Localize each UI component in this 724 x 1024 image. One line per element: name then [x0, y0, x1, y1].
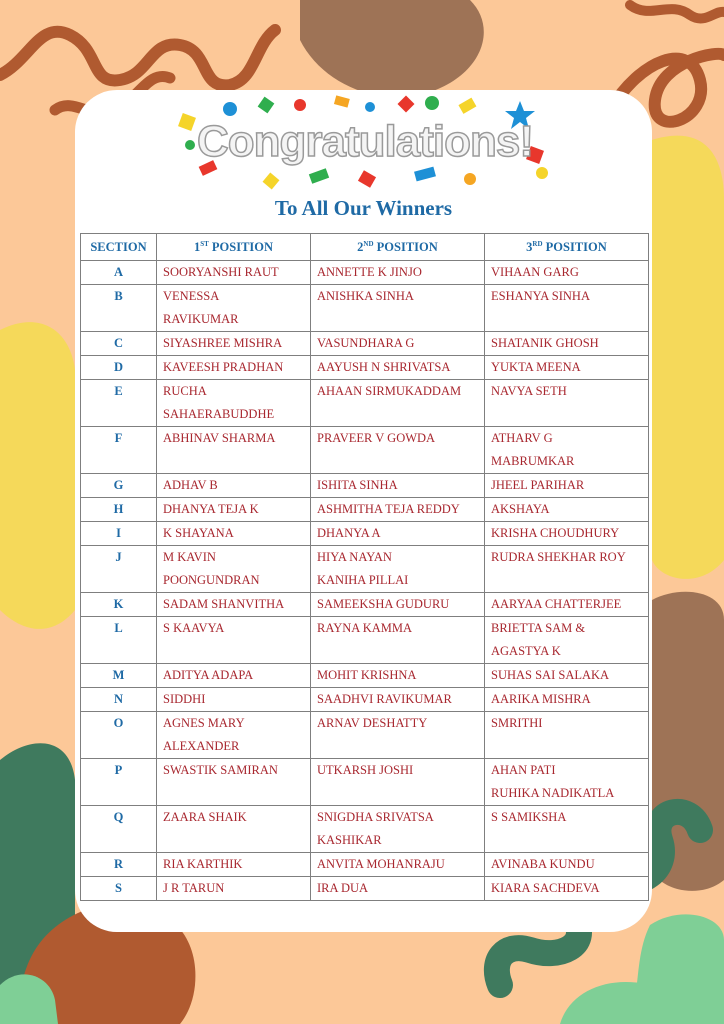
winner-name: ANNETTE K JINJO	[317, 265, 422, 279]
page-subtitle: To All Our Winners	[274, 196, 453, 220]
section-cell: E	[81, 380, 157, 427]
table-row	[81, 688, 649, 712]
section-cell: R	[81, 853, 157, 877]
winner-name: SAADHVI RAVIKUMAR	[317, 692, 452, 706]
table-row	[81, 522, 649, 546]
winner-name: POONGUNDRAN	[163, 573, 260, 587]
winner-name: SMRITHI	[491, 716, 543, 730]
winner-name: SNIGDHA SRIVATSA	[317, 810, 434, 824]
section-cell: B	[81, 285, 157, 332]
winner-name: KRISHA CHOUDHURY	[491, 526, 620, 540]
winner-name: SHATANIK GHOSH	[491, 336, 599, 350]
winner-name: KASHIKAR	[317, 833, 382, 847]
first-position-cell	[157, 546, 311, 593]
table-row	[81, 356, 649, 380]
winner-name: BRIETTA SAM &	[491, 621, 586, 635]
winners-table	[80, 233, 649, 901]
second-position-cell	[311, 664, 485, 688]
first-position-cell	[157, 380, 311, 427]
table-row	[81, 474, 649, 498]
first-position-cell	[157, 261, 311, 285]
winner-name: AHAN PATI	[491, 763, 556, 777]
table-row	[81, 285, 649, 332]
winner-name: MOHIT KRISHNA	[317, 668, 417, 682]
mint-blob-right	[630, 914, 724, 1024]
table-row	[81, 877, 649, 901]
second-position-cell	[311, 498, 485, 522]
winner-name: IRA DUA	[317, 881, 369, 895]
second-position-cell	[311, 546, 485, 593]
third-position-cell	[485, 522, 649, 546]
second-position-cell	[311, 332, 485, 356]
second-position-cell	[311, 712, 485, 759]
header-second-position: 2ND POSITION	[311, 234, 485, 261]
winner-name: ADHAV B	[163, 478, 218, 492]
section-cell: J	[81, 546, 157, 593]
table-row	[81, 759, 649, 806]
third-position-cell	[485, 593, 649, 617]
third-position-cell	[485, 712, 649, 759]
section-cell: L	[81, 617, 157, 664]
winner-name: ANVITA MOHANRAJU	[317, 857, 445, 871]
third-position-cell	[485, 474, 649, 498]
first-position-cell	[157, 522, 311, 546]
winner-name: RIA KARTHIK	[163, 857, 243, 871]
section-cell: K	[81, 593, 157, 617]
section-cell: A	[81, 261, 157, 285]
first-position-cell	[157, 474, 311, 498]
second-position-cell	[311, 380, 485, 427]
table-row	[81, 261, 649, 285]
winner-name: RAVIKUMAR	[163, 312, 239, 326]
second-position-cell	[311, 759, 485, 806]
section-cell: C	[81, 332, 157, 356]
second-position-cell	[311, 806, 485, 853]
winner-name: ABHINAV SHARMA	[163, 431, 276, 445]
table-row	[81, 853, 649, 877]
section-cell: O	[81, 712, 157, 759]
squiggle-top-left	[0, 30, 275, 85]
winner-name: SIYASHREE MISHRA	[163, 336, 283, 350]
winner-name: M KAVIN	[163, 550, 216, 564]
table-header-row	[81, 234, 649, 261]
first-position-cell	[157, 759, 311, 806]
congratulations-banner	[170, 93, 560, 193]
second-position-cell	[311, 688, 485, 712]
winner-name: RUHIKA NADIKATLA	[491, 786, 615, 800]
first-position-cell	[157, 427, 311, 474]
section-cell: H	[81, 498, 157, 522]
winner-name: AAYUSH N SHRIVATSA	[317, 360, 451, 374]
first-position-cell	[157, 498, 311, 522]
second-position-cell	[311, 853, 485, 877]
winner-name: ARNAV DESHATTY	[317, 716, 428, 730]
winner-name: DHANYA A	[317, 526, 381, 540]
winner-name: AGNES MARY	[163, 716, 245, 730]
third-position-cell	[485, 285, 649, 332]
winner-name: AHAAN SIRMUKADDAM	[317, 384, 462, 398]
winner-name: VASUNDHARA G	[317, 336, 415, 350]
winners-card	[75, 90, 652, 932]
third-position-cell	[485, 688, 649, 712]
first-position-cell	[157, 688, 311, 712]
winner-name: RUCHA	[163, 384, 207, 398]
winner-name: SAHAERABUDDHE	[163, 407, 275, 421]
winner-name: K SHAYANA	[163, 526, 234, 540]
winner-name: RUDRA SHEKHAR ROY	[491, 550, 626, 564]
first-position-cell	[157, 356, 311, 380]
section-cell: S	[81, 877, 157, 901]
first-position-cell	[157, 332, 311, 356]
second-position-cell	[311, 617, 485, 664]
section-cell: M	[81, 664, 157, 688]
winner-name: ZAARA SHAIK	[163, 810, 247, 824]
winners-table-body	[81, 261, 649, 901]
second-position-cell	[311, 356, 485, 380]
winner-name: AVINABA KUNDU	[491, 857, 595, 871]
section-cell: G	[81, 474, 157, 498]
winner-name: ESHANYA SINHA	[491, 289, 590, 303]
winner-name: DHANYA TEJA K	[163, 502, 259, 516]
winner-name: ANISHKA SINHA	[317, 289, 414, 303]
winner-name: KANIHA PILLAI	[317, 573, 409, 587]
second-position-cell	[311, 593, 485, 617]
yellow-blob-right	[652, 136, 724, 579]
first-position-cell	[157, 877, 311, 901]
first-position-cell	[157, 806, 311, 853]
header-third-position: 3RD POSITION	[485, 234, 649, 261]
winner-name: NAVYA SETH	[491, 384, 567, 398]
third-position-cell	[485, 806, 649, 853]
second-position-cell	[311, 474, 485, 498]
third-position-cell	[485, 759, 649, 806]
first-position-cell	[157, 617, 311, 664]
winner-name: MABRUMKAR	[491, 454, 575, 468]
winner-name: ISHITA SINHA	[317, 478, 398, 492]
winner-name: RAYNA KAMMA	[317, 621, 413, 635]
header-section: SECTION	[81, 234, 157, 261]
winner-name: SUHAS SAI SALAKA	[491, 668, 610, 682]
first-position-cell	[157, 664, 311, 688]
squiggle-top-right	[630, 5, 724, 18]
winner-name: AGASTYA K	[491, 644, 561, 658]
winner-name: SAMEEKSHA GUDURU	[317, 597, 450, 611]
section-cell: Q	[81, 806, 157, 853]
winner-name: ASHMITHA TEJA REDDY	[317, 502, 460, 516]
table-row	[81, 380, 649, 427]
section-cell: I	[81, 522, 157, 546]
table-row	[81, 546, 649, 593]
table-row	[81, 593, 649, 617]
banner-text: Congratulations!	[197, 117, 533, 166]
third-position-cell	[485, 664, 649, 688]
table-row	[81, 617, 649, 664]
second-position-cell	[311, 877, 485, 901]
first-position-cell	[157, 712, 311, 759]
winner-name: J R TARUN	[163, 881, 225, 895]
first-position-cell	[157, 853, 311, 877]
winner-name: S KAAVYA	[163, 621, 225, 635]
winner-name: SADAM SHANVITHA	[163, 597, 285, 611]
third-position-cell	[485, 617, 649, 664]
third-position-cell	[485, 332, 649, 356]
winner-name: JHEEL PARIHAR	[491, 478, 585, 492]
winner-name: PRAVEER V GOWDA	[317, 431, 436, 445]
winner-name: SWASTIK SAMIRAN	[163, 763, 278, 777]
third-position-cell	[485, 380, 649, 427]
winner-name: ATHARV G	[491, 431, 553, 445]
winner-name: SIDDHI	[163, 692, 206, 706]
winner-name: AARIKA MISHRA	[491, 692, 591, 706]
header-first-position: 1ST POSITION	[157, 234, 311, 261]
winner-name: S SAMIKSHA	[491, 810, 567, 824]
winner-name: VENESSA	[163, 289, 220, 303]
winner-name: AARYAA CHATTERJEE	[491, 597, 622, 611]
winner-name: YUKTA MEENA	[491, 360, 581, 374]
third-position-cell	[485, 356, 649, 380]
section-cell: D	[81, 356, 157, 380]
winner-name: AKSHAYA	[491, 502, 550, 516]
third-position-cell	[485, 498, 649, 522]
winner-name: SOORYANSHI RAUT	[163, 265, 279, 279]
table-row	[81, 664, 649, 688]
first-position-cell	[157, 593, 311, 617]
third-position-cell	[485, 427, 649, 474]
winner-name: KIARA SACHDEVA	[491, 881, 600, 895]
table-row	[81, 498, 649, 522]
section-cell: N	[81, 688, 157, 712]
section-cell: P	[81, 759, 157, 806]
winner-name: KAVEESH PRADHAN	[163, 360, 284, 374]
third-position-cell	[485, 877, 649, 901]
third-position-cell	[485, 261, 649, 285]
table-row	[81, 332, 649, 356]
section-cell: F	[81, 427, 157, 474]
winner-name: ALEXANDER	[163, 739, 240, 753]
yellow-blob-left	[0, 322, 75, 629]
second-position-cell	[311, 285, 485, 332]
winner-name: ADITYA ADAPA	[163, 668, 254, 682]
second-position-cell	[311, 427, 485, 474]
winner-name: UTKARSH JOSHI	[317, 763, 414, 777]
table-row	[81, 427, 649, 474]
third-position-cell	[485, 546, 649, 593]
winner-name: VIHAAN GARG	[491, 265, 579, 279]
first-position-cell	[157, 285, 311, 332]
second-position-cell	[311, 261, 485, 285]
table-row	[81, 806, 649, 853]
brown-blob-top	[300, 0, 484, 97]
third-position-cell	[485, 853, 649, 877]
table-row	[81, 712, 649, 759]
second-position-cell	[311, 522, 485, 546]
winner-name: HIYA NAYAN	[317, 550, 392, 564]
